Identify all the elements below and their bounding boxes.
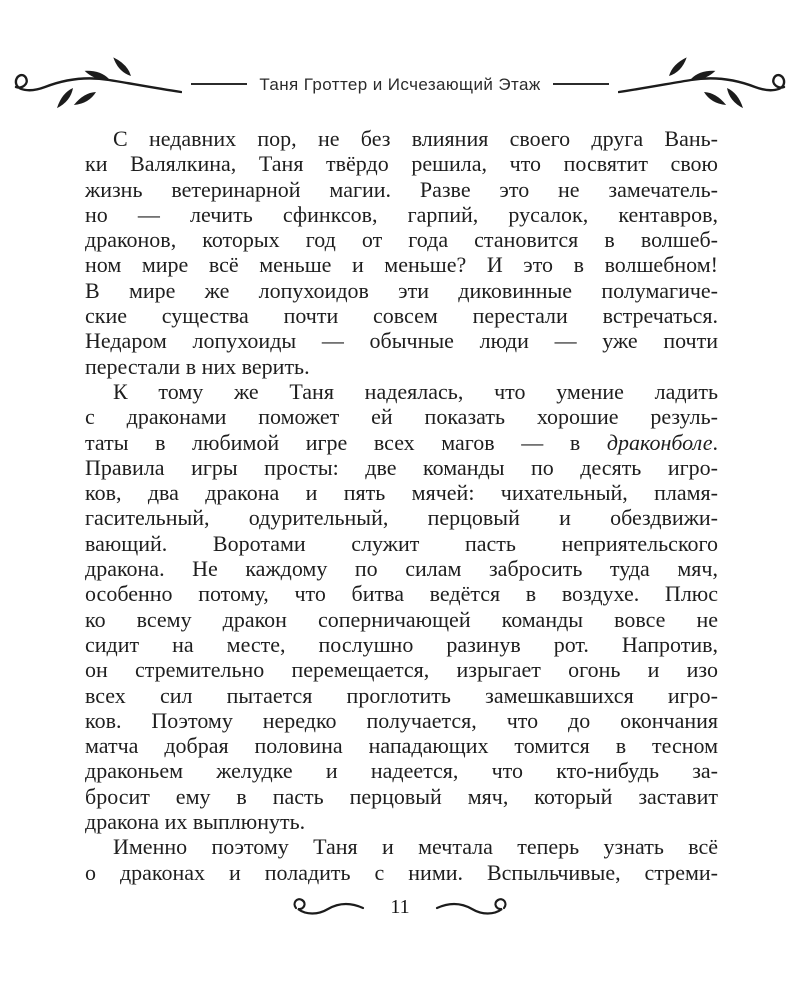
header-rule-right <box>553 83 609 85</box>
text-line: ки Валялкина, Таня твёрдо решила, что посвятит свою <box>85 151 718 177</box>
paragraph <box>85 834 718 885</box>
branch-flourish-left-icon <box>10 55 182 113</box>
text-line: дракона их выплюнуть. <box>85 809 306 835</box>
text-line: С недавних пор, не без влияния своего друга Вань- <box>113 126 718 151</box>
text-line: всех сил пытается проглотить замешкавшихся игро- <box>85 682 718 708</box>
text-line: но — лечить сфинксов, гарпий, русалок, кентавров, <box>85 201 718 227</box>
text-line: драконов, которых год от года становится в волшеб- <box>85 227 718 253</box>
paragraph <box>85 379 718 834</box>
text-line: Недаром лопухоиды — обычные люди — уже почти <box>85 328 718 354</box>
text-line: К тому же Таня надеялась, что умение ладить <box>113 378 718 404</box>
text-line: ков. Поэтому нередко получается, что до окончания <box>85 707 718 733</box>
text-line: Правила игры просты: две команды по десять игро- <box>85 454 718 480</box>
page-footer <box>0 894 800 920</box>
text-line: драконьем желудке и надеется, что кто-нибудь за- <box>85 758 718 784</box>
text-line: вающий. Воротами служит пасть неприятельского <box>85 530 718 556</box>
text-line: ко всему дракон соперничающей команды вовсе не <box>85 606 718 632</box>
text-line: таты в любимой игре всех магов — в драконболе. <box>85 429 718 455</box>
text-line: дракона. Не каждому по силам забросить туда мяч, <box>85 556 718 582</box>
text-line: ков, два дракона и пять мячей: чихательный, пламя- <box>85 480 718 506</box>
text-line: В мире же лопухоидов эти диковинные полумагиче- <box>85 277 718 303</box>
text-line: матча добрая половина нападающих томится в тесном <box>85 733 718 759</box>
text-line: особенно потому, что битва ведётся в воздухе. Плюс <box>85 581 718 607</box>
page-header-title: Таня Гроттер и Исчезающий Этаж <box>259 75 541 94</box>
text-line: гасительный, одурительный, перцовый и обездвижи- <box>85 505 718 531</box>
text-line: жизнь ветеринарной магии. Разве это не замечатель- <box>85 176 718 202</box>
text-line: о драконах и поладить с ними. Вспыльчивые, стреми- <box>85 859 718 885</box>
text-line: сидит на месте, послушно разинув рот. Напротив, <box>85 631 718 657</box>
text-line: он стремительно перемещается, изрыгает огонь и изо <box>85 657 718 683</box>
body-text <box>85 126 718 885</box>
page-header <box>0 54 800 114</box>
footer-swirl-left-icon <box>290 894 368 920</box>
text-line: Именно поэтому Таня и мечтала теперь узнать всё <box>113 834 718 860</box>
header-rule-left <box>191 83 247 85</box>
text-line: с драконами поможет ей показать хорошие резуль- <box>85 404 718 430</box>
paragraph <box>85 126 718 379</box>
text-line: ские существа почти совсем перестали встречаться. <box>85 303 718 329</box>
branch-flourish-right-icon <box>618 55 790 113</box>
page-number: 11 <box>390 895 410 918</box>
footer-swirl-right-icon <box>432 894 510 920</box>
text-line: ном мире всё меньше и меньше? И это в волшебном! <box>85 252 718 278</box>
text-line: перестали в них верить. <box>85 353 310 379</box>
text-line: бросит ему в пасть перцовый мяч, который заставит <box>85 783 718 809</box>
